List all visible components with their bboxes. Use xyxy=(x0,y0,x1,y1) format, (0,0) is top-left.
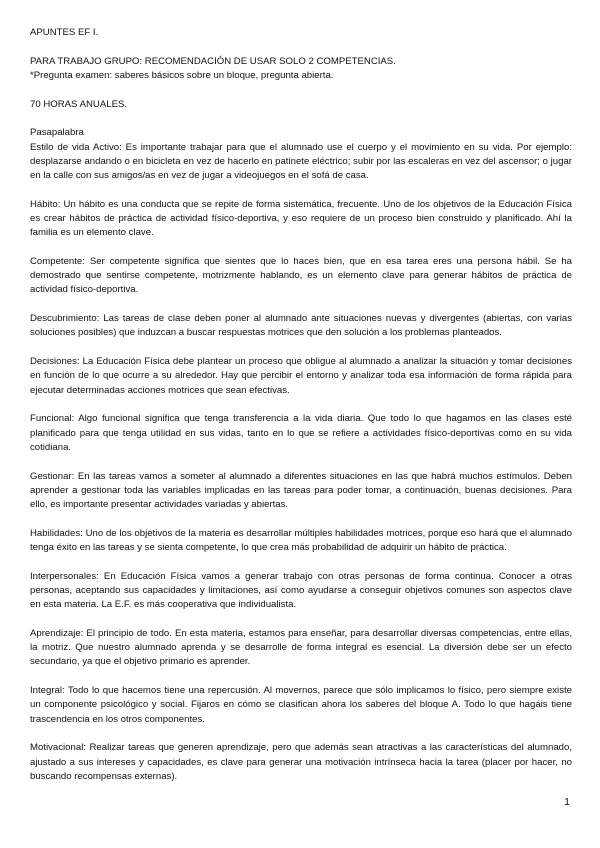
exam-note: *Pregunta examen: saberes básicos sobre un bloque, pregunta abierta. xyxy=(30,69,334,81)
glossary-term: Estilo de vida Activo: xyxy=(30,141,122,153)
glossary-definition: Es importante trabajar para que el alumnado use el cuerpo y el movimiento en su vida. Por ejemplo: desplazarse andando o en bicicleta en vez de hacerlo en patinete eléctrico; subir por las escaleras en vez del ascensor; o jugar en la calle con sus amigos/as en vez de jugar a videojuegos en el sofá de casa. xyxy=(30,141,572,181)
glossary-term: Hábito: xyxy=(30,198,61,210)
glossary-entry xyxy=(30,527,572,555)
glossary-entry xyxy=(30,355,572,398)
glossary-term: Motivacional: xyxy=(30,742,86,754)
glossary-definition: Un hábito es una conducta que se repite de forma sistemática, frecuente. Uno de los objetivos de la Educación Física es crear hábitos de práctica de actividad físico-deportiva, y eso requiere de un proceso bien construido y planificado. Ahí la familia es un elemento clave. xyxy=(30,198,572,239)
glossary-definition: Uno de los objetivos de la materia es desarrollar múltiples habilidades motrices, porque eso hará que el alumnado tenga éxito en las tareas y se sienta competente, lo que crea más probabilidad de adquirir un hábito de práctica. xyxy=(30,527,572,553)
document-page xyxy=(30,26,572,799)
annual-hours: 70 HORAS ANUALES. xyxy=(30,98,128,110)
glossary-entry xyxy=(30,141,572,184)
glossary-term: Decisiones: xyxy=(30,356,80,368)
glossary-term: Habilidades: xyxy=(30,527,83,539)
glossary-entries xyxy=(30,141,572,784)
glossary-term: Gestionar: xyxy=(30,470,75,482)
glossary-definition: En Educación Física vamos a generar trabajo con otras personas de forma continua. Conocer a otras personas, aceptando sus capacidades y limitaciones, así como ayudarse a conseguir objetivos comunes son aspectos clave en esta materia. La E.F. es más cooperativa que individualista. xyxy=(30,570,573,611)
glossary-entry xyxy=(30,412,572,455)
glossary-entry xyxy=(30,684,572,727)
spacer xyxy=(30,40,572,55)
glossary-term: Competente: xyxy=(30,255,85,267)
glossary-definition: Ser competente significa que sientes que lo haces bien, que en esa tarea eres una persona hábil. Se ha demostrado que sentirse competente, motrizmente hablando, es un elemento clave para generar hábitos de práctica de actividad físico-deportiva. xyxy=(30,255,572,296)
section-heading: Pasapalabra xyxy=(30,127,84,139)
glossary-entry xyxy=(30,255,572,298)
document-title: APUNTES EF I. xyxy=(30,27,99,38)
glossary-term: Funcional: xyxy=(30,413,75,425)
glossary-entry xyxy=(30,627,572,670)
glossary-term: Descubrimiento: xyxy=(30,313,100,325)
page-number: 1 xyxy=(564,796,570,808)
glossary-definition: Las tareas de clase deben poner al alumnado ante situaciones nuevas y divergentes (abiertas, con varias soluciones posibles) que induzcan a buscar respuestas motrices que den solución a los problemas planteados. xyxy=(30,313,572,339)
glossary-term: Aprendizaje: xyxy=(30,627,84,639)
glossary-entry xyxy=(30,198,572,241)
glossary-definition: La Educación Física debe plantear un proceso que obligue al alumnado a analizar la situación y tomar decisiones en función de lo que ocurre a su alrededor. Hay que percibir el entorno y analizar toda esa información de forma rápida para ejecutar determinadas acciones motrices que sean efectivas. xyxy=(30,356,572,396)
glossary-entry xyxy=(30,312,572,340)
glossary-term: Integral: xyxy=(30,685,65,697)
glossary-definition: Algo funcional significa que tenga transferencia a la vida diaria. Que todo lo que hagamos en las clases esté planificado para que tenga utilidad en sus vidas, tanto en lo que se refiere a actividades físico-deportivas como en su vida cotidiana. xyxy=(30,413,572,453)
spacer xyxy=(30,83,572,98)
glossary-definition: Realizar tareas que generen aprendizaje, pero que además sean atractivas a las características del alumnado, ajustado a sus intereses y capacidades, es clave para generar una motivación intrínseca hacia la tarea (placer por hacer, no buscando recompensas externas). xyxy=(30,742,572,782)
glossary-definition: Todo lo que hacemos tiene una repercusión. Al movernos, parece que sólo implicamos lo físico, pero siempre existe un componente psicológico y social. Fijaros en cómo se clasifican ahora los saberes del bloque A. Todo lo que hagáis tiene trascendencia en los otros componentes. xyxy=(30,685,572,725)
glossary-definition: El principio de todo. En esta materia, estamos para enseñar, para desarrollar diversas competencias, entre ellas, la motriz. Que nuestro alumnado aprenda y se desarrolle de forma integral es esencial. La diversión debe ser un efecto secundario, ya que el objetivo primario es aprender. xyxy=(30,627,572,668)
glossary-entry xyxy=(30,570,572,613)
spacer xyxy=(30,112,572,127)
group-work-note: PARA TRABAJO GRUPO: RECOMENDACIÓN DE USAR SOLO 2 COMPETENCIAS. xyxy=(30,55,396,67)
glossary-entry xyxy=(30,741,572,784)
glossary-definition: En las tareas vamos a someter al alumnado a diferentes situaciones en las que habrá muchos estímulos. Deben aprender a gestionar toda las variables implicadas en las tareas para poder tomar, a continuación, buenas decisiones. Para ello, es importante presentar actividades variadas y abiertas. xyxy=(30,470,572,510)
glossary-term: Interpersonales: xyxy=(30,570,99,582)
glossary-entry xyxy=(30,470,572,513)
